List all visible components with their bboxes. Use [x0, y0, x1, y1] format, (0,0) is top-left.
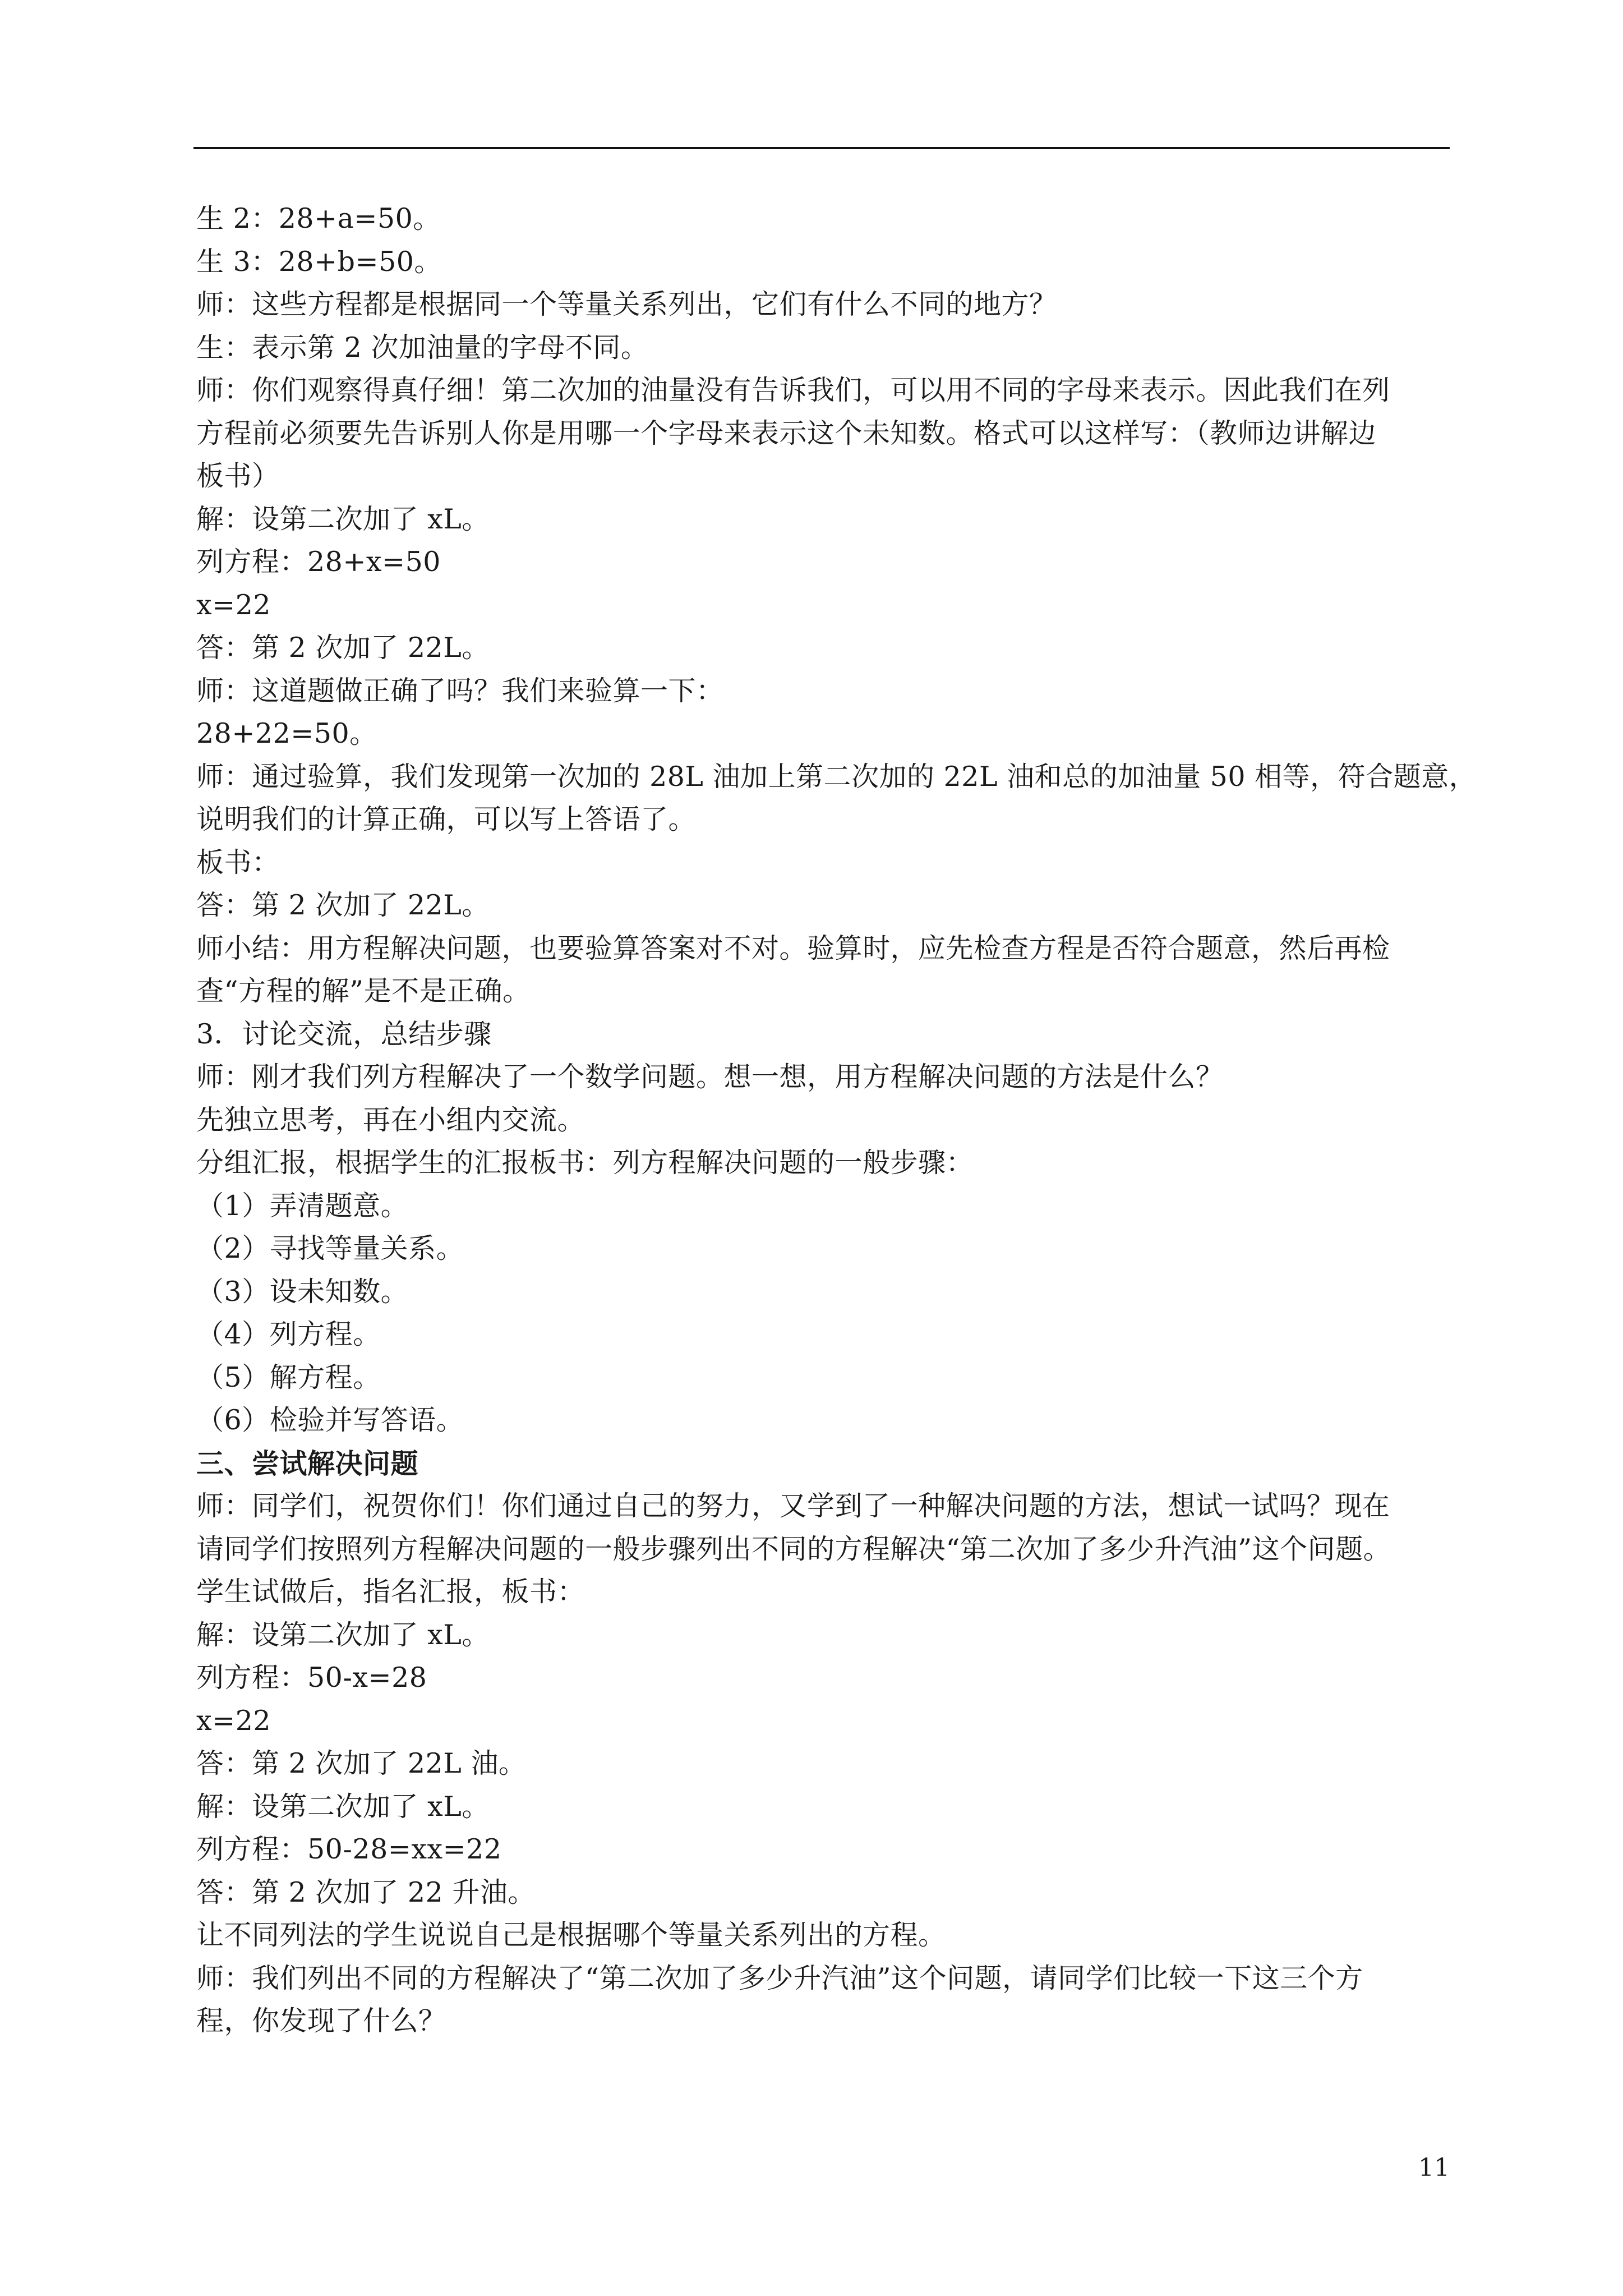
text-line: 请同学们按照列方程解决问题的一般步骤列出不同的方程解决“第二次加了多少升汽油”这个问题。 — [196, 1533, 1391, 1565]
text-line: 分组汇报，根据学生的汇报板书：列方程解决问题的一般步骤： — [196, 1147, 974, 1179]
document-body — [196, 197, 1477, 2043]
text-line: 生：表示第 2 次加油量的字母不同。 — [196, 331, 649, 364]
text-line: 板书） — [196, 460, 280, 492]
text-line: 列方程：50-28=xx=22 — [196, 1833, 502, 1865]
text-line: 答：第 2 次加了 22L。 — [196, 889, 490, 921]
text-line: （1）弄清题意。 — [196, 1189, 409, 1222]
text-line: （5）解方程。 — [196, 1361, 381, 1393]
text-line: 答：第 2 次加了 22L 油。 — [196, 1747, 527, 1779]
text-line: 列方程：28+x=50 — [196, 546, 441, 578]
header-rule — [193, 147, 1450, 149]
text-line: 解：设第二次加了 xL。 — [196, 1618, 490, 1651]
text-line: 师：我们列出不同的方程解决了“第二次加了多少升汽油”这个问题，请同学们比较一下这三个方 — [196, 1962, 1363, 1994]
text-line: 生 3：28+b=50。 — [196, 245, 442, 278]
text-line: （6）检验并写答语。 — [196, 1404, 464, 1436]
text-line: 解：设第二次加了 xL。 — [196, 503, 490, 535]
text-line: 说明我们的计算正确，可以写上答语了。 — [196, 803, 697, 835]
text-line: 生 2：28+a=50。 — [196, 203, 441, 234]
text-line: 师：你们观察得真仔细！第二次加的油量没有告诉我们，可以用不同的字母来表示。因此我们在列 — [196, 374, 1390, 406]
text-line: 师小结：用方程解决问题，也要验算答案对不对。验算时，应先检查方程是否符合题意，然后再检 — [196, 932, 1390, 964]
text-line: （4）列方程。 — [196, 1318, 381, 1350]
text-line: 列方程：50-x=28 — [196, 1662, 427, 1694]
text-line: 查“方程的解”是不是正确。 — [196, 975, 531, 1007]
text-line: 先独立思考，再在小组内交流。 — [196, 1103, 585, 1136]
text-line: （2）寻找等量关系。 — [196, 1232, 464, 1264]
text-line: 板书： — [196, 846, 280, 878]
text-line: 答：第 2 次加了 22L。 — [196, 632, 490, 664]
text-line: （3）设未知数。 — [196, 1275, 409, 1308]
text-line: 答：第 2 次加了 22 升油。 — [196, 1876, 536, 1908]
text-line: 学生试做后，指名汇报，板书： — [196, 1576, 585, 1608]
text-line: 师：这道题做正确了吗？我们来验算一下： — [196, 674, 724, 707]
text-line: 解：设第二次加了 xL。 — [196, 1790, 490, 1823]
text-line: 师：这些方程都是根据同一个等量关系列出，它们有什么不同的地方？ — [196, 288, 1057, 320]
text-line: 师：通过验算，我们发现第一次加的 28L 油加上第二次加的 22L 油和总的加油量 50 相等，符合题意， — [196, 760, 1477, 793]
text-line: 程，你发现了什么？ — [196, 2005, 446, 2037]
text-line: x=22 — [196, 588, 271, 621]
page-number: 11 — [1418, 2154, 1450, 2182]
section-heading: 三、尝试解决问题 — [196, 1447, 419, 1480]
text-line: 师：同学们，祝贺你们！你们通过自己的努力，又学到了一种解决问题的方法，想试一试吗？现在 — [196, 1490, 1390, 1522]
text-line: 方程前必须要先告诉别人你是用哪一个字母来表示这个未知数。格式可以这样写：（教师边讲解边 — [196, 417, 1377, 449]
text-line: 师：刚才我们列方程解决了一个数学问题。想一想，用方程解决问题的方法是什么？ — [196, 1061, 1224, 1093]
text-line: x=22 — [196, 1704, 271, 1737]
text-line: 让不同列法的学生说说自己是根据哪个等量关系列出的方程。 — [196, 1919, 946, 1951]
text-line: 3．讨论交流，总结步骤 — [196, 1018, 492, 1050]
text-line: 28+22=50。 — [196, 717, 377, 749]
